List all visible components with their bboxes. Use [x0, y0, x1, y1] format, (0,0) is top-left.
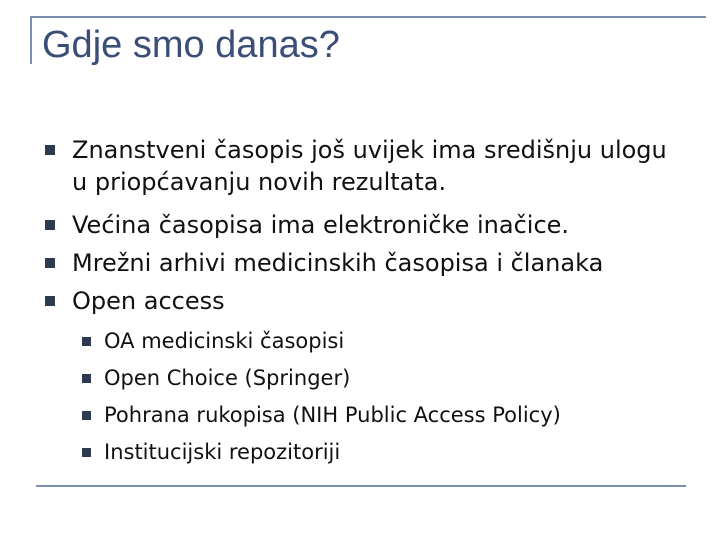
sub-bullet-text: Pohrana rukopisa (NIH Public Access Policy) — [104, 403, 561, 427]
sub-bullet-text: Institucijski repozitoriji — [104, 440, 341, 464]
square-bullet-icon — [45, 258, 55, 268]
title-frame-left-rule — [30, 16, 32, 64]
square-bullet-icon — [45, 220, 55, 230]
footer-rule — [36, 485, 686, 487]
sub-bullet-text: Open Choice (Springer) — [104, 366, 351, 390]
bullet-text-continued: u priopćavanju novih rezultata. — [72, 168, 447, 196]
bullet-text: Većina časopisa ima elektroničke inačice. — [72, 211, 570, 239]
bullet-text: Mrežni arhivi medicinskih časopisa i članaka — [72, 249, 604, 277]
bullet-text: Znanstveni časopis još uvijek ima središnju ulogu — [72, 136, 667, 164]
bullet-text: Open access — [72, 287, 225, 315]
square-bullet-icon — [82, 448, 91, 457]
slide-title: Gdje smo danas? — [42, 24, 340, 66]
square-bullet-icon — [82, 337, 91, 346]
square-bullet-icon — [45, 296, 55, 306]
square-bullet-icon — [45, 145, 55, 155]
square-bullet-icon — [82, 374, 91, 383]
sub-bullet-text: OA medicinski časopisi — [104, 329, 345, 353]
square-bullet-icon — [82, 411, 91, 420]
title-frame-top-rule — [30, 16, 706, 18]
